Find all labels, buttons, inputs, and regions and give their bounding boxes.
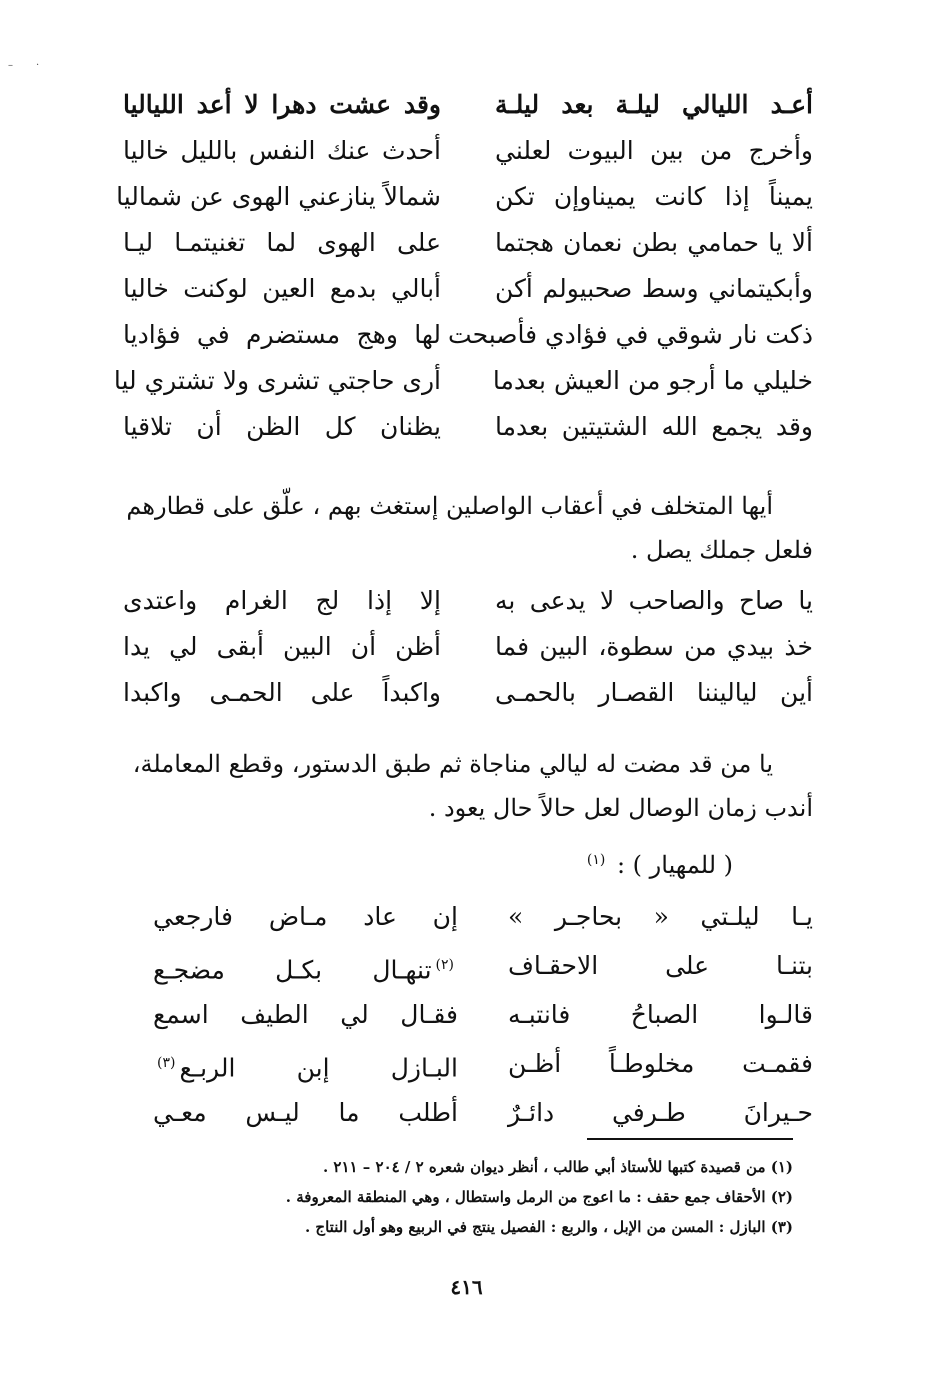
hemistich-text: بتنـا على الاحقـاف — [508, 951, 813, 980]
prose-line: أندب زمان الوصال لعل حالاً حال يعود . — [428, 794, 813, 822]
verse-second-hemistich: يظنان كل الظن أن تلاقيا — [123, 412, 441, 441]
footnote-marker: (٣) — [157, 1055, 176, 1071]
verse-second-hemistich — [153, 941, 458, 990]
verse-second-hemistich: أحدث عنك النفس بالليل خاليا — [123, 136, 441, 165]
verse — [123, 624, 813, 670]
verse-second-hemistich: أبالي بدمع العين لوكنت خاليا — [123, 274, 441, 303]
section-heading — [583, 840, 733, 885]
verse — [116, 174, 813, 220]
page-number: ٤١٦ — [450, 1275, 483, 1299]
verse-second-hemistich — [153, 1039, 458, 1088]
poem-2 — [123, 578, 813, 716]
verse-second-hemistich: على الهوى لما تغنيتمـا ليـا — [123, 228, 441, 257]
verse-first-hemistich: ذكت نار شوقي في فؤادي فأصبحت — [448, 320, 813, 349]
scan-mark: · — [36, 60, 40, 71]
verse-first-hemistich: خذ بيدي من سطوة، البين فما — [495, 632, 813, 661]
verse-first-hemistich: يميناً إذا كانت يميناوإن تكن — [495, 182, 813, 211]
prose-line: يا من قد مضت له ليالي مناجاة ثم طبق الدستور، وقطع المعاملة، — [132, 750, 773, 778]
verse — [123, 312, 813, 358]
verse-second-hemistich: أطلب ما ليـس معـي — [153, 1098, 458, 1127]
verse-first-hemistich: يا صاح والصاحب لا يدعى به — [495, 586, 813, 615]
verse — [153, 990, 813, 1039]
footnote-marker: (١) — [586, 852, 606, 868]
verse — [113, 358, 813, 404]
verse-second-hemistich: فقـال لي الطيف اسمع — [153, 1000, 458, 1029]
verse-second-hemistich: شمالاً ينازعني الهوى عن شماليا — [116, 182, 441, 211]
verse — [123, 220, 813, 266]
footnote: (٢) الأحقاف جمع حقف : ما اعوج من الرمل واستطال ، وهي المنطقة المعروفة . — [285, 1188, 793, 1206]
verse-first-hemistich: وقد يجمع الله الشتيتين بعدما — [495, 412, 813, 441]
verse-first-hemistich — [508, 941, 813, 990]
footnotes — [153, 1152, 793, 1242]
hemistich-text: تنهـال بكـل مضجـع — [153, 955, 432, 985]
verse-first-hemistich: أعـد الليالي ليلـة بعد ليلـة — [495, 90, 813, 119]
verse-first-hemistich: يـا ليلـتي « بحاجـر » — [508, 902, 813, 931]
verse-first-hemistich: وأبكيتماني وسط صحبيولم أكن — [495, 274, 813, 303]
verse-first-hemistich: حـيرانَ طـرفي دائـرٌ — [508, 1098, 813, 1127]
poem-3 — [153, 892, 813, 1137]
footnote: (١) من قصيدة كتبها للأستاذ أبي طالب ، أنظر ديوان شعره ٢ / ٢٠٤ – ٢١١ . — [322, 1158, 793, 1176]
footnote-separator — [587, 1138, 793, 1140]
verse-first-hemistich: أين لياليننا القصـار بالحمـى — [495, 678, 813, 707]
verse-first-hemistich: ألا يا حمامي بطن نعمان هجتما — [495, 228, 813, 257]
scan-mark: – — [8, 60, 13, 71]
verse-second-hemistich: إن عاد مـاض فارجعي — [153, 902, 458, 931]
verse — [123, 82, 813, 128]
prose-line: فلعل جملك يصل . — [630, 536, 813, 564]
verse-first-hemistich: وأخرج من بين البيوت لعلني — [495, 136, 813, 165]
verse-second-hemistich: أرى حاجتي تشرى ولا تشتري ليا — [113, 366, 441, 395]
verse-second-hemistich: وقد عشت دهرا لا أعد اللياليا — [123, 90, 441, 119]
verse-second-hemistich: أظن أن البين أبقى لي يدا — [123, 632, 441, 661]
poem-1 — [113, 82, 813, 450]
footnote: (٣) البازل : المسن من الإبل ، والربع : الفصيل ينتج في الربيع وهو أول النتاج . — [304, 1218, 793, 1236]
verse-first-hemistich: قالـوا الصباحُ فانتبـه — [508, 1000, 813, 1029]
verse — [153, 1039, 813, 1088]
verse — [153, 1088, 813, 1137]
verse — [123, 578, 813, 624]
verse-first-hemistich: فقمـت مخلوطـاً أظـن — [508, 1049, 813, 1078]
footnote-marker: (٢) — [435, 957, 454, 973]
prose-line: أيها المتخلف في أعقاب الواصلين إستغث بهم ، علّق على قطارهم — [126, 492, 773, 520]
verse — [123, 266, 813, 312]
heading-text: ( للمهيار ) : — [616, 851, 733, 879]
verse-second-hemistich: واكبداً على الحمـى واكبدا — [123, 678, 441, 707]
verse — [123, 404, 813, 450]
hemistich-text: البـازل إبن الربـع — [179, 1053, 458, 1083]
verse — [153, 941, 813, 990]
verse-first-hemistich: خليلي ما أرجو من العيش بعدما — [492, 366, 813, 395]
verse — [123, 670, 813, 716]
verse — [153, 892, 813, 941]
verse — [123, 128, 813, 174]
verse-second-hemistich: إلا إذا لج الغرام واعتدى — [123, 586, 441, 615]
prose-paragraph-1 — [126, 484, 813, 572]
verse-second-hemistich: لها وهج مستضرم في فؤاديا — [123, 320, 441, 349]
prose-paragraph-2 — [132, 742, 813, 830]
